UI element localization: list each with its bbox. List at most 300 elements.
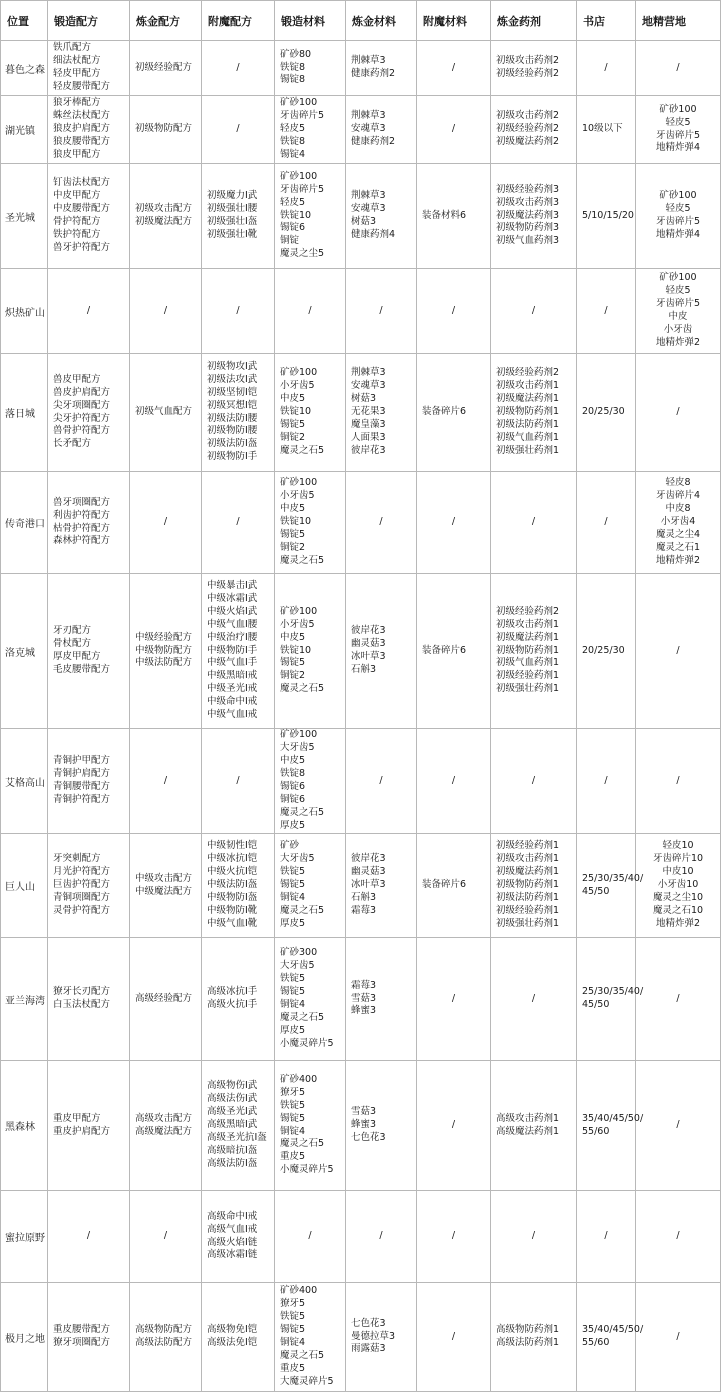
cell-line: 初级气血药剂1 — [496, 431, 560, 443]
empty-marker: / — [604, 61, 608, 73]
cell-line: 小牙齿4 — [660, 516, 696, 528]
cell-line: 铁锭10 — [280, 644, 312, 656]
empty-marker: / — [451, 516, 456, 528]
cell-line: 锡锭8 — [280, 74, 306, 86]
cell-line: 中级火抗I铠 — [207, 866, 258, 878]
cell-line: 魔灵之石5 — [280, 1138, 325, 1150]
cell-line: 地精炸弹2 — [655, 554, 701, 566]
goblin-camp-cell — [636, 269, 721, 354]
alchemy-materials-cell — [346, 834, 417, 938]
header-enchant-recipes: 附魔配方 — [202, 1, 275, 41]
cell-line: 矿砂100 — [659, 103, 697, 115]
cell-line: 高级圣光抗I盔 — [207, 1131, 267, 1143]
cell-line: 牙齿碎片10 — [652, 853, 704, 865]
enchant-materials-cell — [417, 729, 491, 834]
cell-line: 幽灵菇3 — [351, 866, 386, 878]
header-enchant-materials: 附魔材料 — [417, 1, 491, 41]
cell-line: 高级物防药剂1 — [496, 1324, 560, 1336]
cell-line: 轻皮8 — [665, 477, 691, 489]
alchemy-recipes-cell — [130, 472, 202, 574]
cell-line: 钉齿法杖配方 — [53, 177, 111, 189]
cell-line: 厚皮5 — [280, 1024, 306, 1036]
enchant-materials-cell — [417, 96, 491, 164]
goblin-camp-cell — [636, 472, 721, 574]
forge-materials-cell — [275, 729, 346, 834]
enchant-recipes-cell — [202, 164, 275, 269]
cell-line: 兽皮甲配方 — [53, 373, 101, 385]
cell-line: 中级气血I手 — [207, 657, 258, 669]
cell-line: 中级火焰I武 — [207, 605, 258, 617]
table-row — [1, 1283, 721, 1392]
alchemy-recipes-cell — [130, 354, 202, 472]
cell-line: 牙齿碎片5 — [280, 110, 325, 122]
alchemy-potions-cell — [491, 1061, 577, 1191]
cell-line: 健康药剂2 — [351, 135, 396, 147]
location-cell: 极月之地 — [1, 1283, 48, 1392]
header-alchemy-potions: 炼金药剂 — [491, 1, 577, 41]
bookstore-cell — [577, 96, 636, 164]
empty-marker: / — [604, 304, 608, 316]
alchemy-materials-cell — [346, 472, 417, 574]
bookstore-cell — [577, 729, 636, 834]
cell-line: 人面果3 — [351, 431, 386, 443]
cell-line: 铁锭5 — [280, 973, 306, 985]
cell-line: 白玉法杖配方 — [53, 999, 111, 1010]
cell-line: 初级经验药剂1 — [496, 904, 560, 916]
table-row — [1, 729, 721, 834]
alchemy-recipes-cell — [130, 41, 202, 96]
cell-line: 魔灵之石5 — [280, 683, 325, 695]
cell-line: 初级魔法药剂1 — [496, 393, 560, 405]
alchemy-recipes-cell — [130, 1191, 202, 1283]
cell-line: 初级气血药剂3 — [496, 235, 560, 247]
enchant-materials-cell — [417, 1191, 491, 1283]
cell-line: 小牙齿5 — [280, 380, 315, 392]
cell-line: 重皮甲配方 — [53, 1112, 101, 1124]
empty-marker: / — [163, 304, 168, 316]
cell-line: 铁锭8 — [280, 135, 306, 147]
alchemy-materials-cell — [346, 41, 417, 96]
cell-line: 高级物伤I武 — [207, 1080, 258, 1092]
header-goblin-camp: 地精营地 — [636, 1, 721, 41]
bookstore-cell — [577, 41, 636, 96]
cell-line: 铜锭4 — [280, 1125, 306, 1137]
goblin-camp-cell — [636, 938, 721, 1061]
cell-line: 荆棘草3 — [351, 367, 386, 379]
cell-line: 彼岸花3 — [351, 625, 386, 637]
cell-line: 石斛3 — [351, 663, 377, 675]
cell-line: 重皮5 — [280, 1151, 306, 1163]
cell-line: 雪菇3 — [351, 992, 377, 1004]
enchant-materials-cell — [417, 1061, 491, 1191]
cell-line: 初级物防I腰 — [207, 425, 258, 437]
cell-line: 毛皮腰带配方 — [53, 663, 111, 675]
cell-line: 厚皮5 — [280, 819, 306, 831]
cell-line: 小牙齿10 — [657, 879, 699, 891]
cell-line: 轻皮5 — [665, 285, 691, 297]
header-row — [1, 1, 721, 41]
cell-line: 55/60 — [582, 1337, 610, 1348]
cell-line: 中皮5 — [280, 755, 306, 767]
forge-recipes-cell — [48, 96, 130, 164]
cell-line: 高级法防药剂1 — [496, 1337, 560, 1348]
enchant-materials-cell — [417, 354, 491, 472]
cell-line: 高级魔法配方 — [135, 1125, 193, 1137]
cell-line: 装备碎片6 — [422, 644, 467, 656]
cell-line: 青铜护符配方 — [53, 793, 111, 805]
forge-recipes-cell — [48, 1283, 130, 1392]
location-cell: 暮色之森 — [1, 41, 48, 96]
cell-line: 雪菇3 — [351, 1106, 377, 1118]
cell-line: 高级法防I盔 — [207, 1157, 258, 1169]
cell-line: 铁锭8 — [280, 61, 306, 73]
cell-line: 幽灵菇3 — [351, 638, 386, 650]
cell-line: 魔灵之石5 — [280, 554, 325, 566]
cell-line: 大牙齿5 — [280, 960, 315, 972]
cell-line: 初级强壮I靴 — [207, 228, 258, 240]
cell-line: 枯骨护符配方 — [53, 522, 111, 534]
cell-line: 20/25/30 — [582, 406, 625, 418]
forge-materials-cell — [275, 574, 346, 729]
enchant-materials-cell — [417, 1283, 491, 1392]
enchant-recipes-cell — [202, 41, 275, 96]
empty-marker: / — [676, 1119, 680, 1131]
forge-recipes-cell — [48, 574, 130, 729]
cell-line: 中皮10 — [662, 866, 694, 878]
cell-line: 高级法防配方 — [135, 1337, 193, 1348]
table-row — [1, 1191, 721, 1283]
cell-line: 矿砂400 — [280, 1285, 318, 1297]
enchant-recipes-cell — [202, 354, 275, 472]
empty-marker: / — [531, 774, 536, 786]
header-forge-materials: 锻造材料 — [275, 1, 346, 41]
cell-line: 重皮5 — [280, 1362, 306, 1374]
bookstore-cell — [577, 354, 636, 472]
cell-line: 矿砂 — [280, 840, 300, 852]
location-cell: 传奇港口 — [1, 472, 48, 574]
cell-line: 中级气血I戒 — [207, 709, 258, 721]
cell-line: 装备碎片6 — [422, 879, 467, 891]
alchemy-recipes-cell — [130, 574, 202, 729]
cell-line: 铜锭 — [280, 235, 300, 247]
goblin-camp-cell — [636, 1283, 721, 1392]
cell-line: 中级圣光I戒 — [207, 683, 258, 695]
cell-line: 青铜护肩配方 — [53, 768, 111, 780]
cell-line: 魔灵之石1 — [655, 541, 701, 553]
cell-line: 初级魔法药剂2 — [496, 135, 560, 147]
cell-line: 七色花3 — [351, 1317, 386, 1329]
cell-line: 铁锭5 — [280, 1099, 306, 1111]
cell-line: 高级攻击配方 — [135, 1112, 193, 1124]
table-row — [1, 96, 721, 164]
goblin-camp-cell — [636, 1061, 721, 1191]
empty-marker: / — [676, 1330, 680, 1342]
cell-line: 獠牙5 — [280, 1086, 306, 1098]
cell-line: 石斛3 — [351, 891, 377, 903]
cell-line: 高级暗抗I盔 — [207, 1144, 258, 1156]
cell-line: 中级经验配方 — [135, 631, 193, 643]
table-row — [1, 574, 721, 729]
cell-line: 35/40/45/50/ — [582, 1324, 644, 1336]
forge-materials-cell — [275, 472, 346, 574]
alchemy-materials-cell — [346, 96, 417, 164]
cell-line: 中皮 — [668, 311, 688, 322]
cell-line: 25/30/35/40/ — [582, 986, 644, 998]
alchemy-materials-cell — [346, 354, 417, 472]
enchant-recipes-cell — [202, 574, 275, 729]
cell-line: 冰叶草3 — [351, 651, 386, 662]
cell-line: 中级暴击I武 — [207, 580, 258, 592]
cell-line: 45/50 — [582, 999, 610, 1010]
empty-marker: / — [451, 992, 456, 1004]
cell-line: 初级攻击药剂2 — [496, 55, 560, 67]
alchemy-materials-cell — [346, 938, 417, 1061]
cell-line: 中级魔法配方 — [135, 885, 193, 897]
cell-line: 高级法伤I武 — [207, 1093, 258, 1105]
forge-materials-cell — [275, 1191, 346, 1283]
cell-line: 中级冰霜I武 — [207, 592, 258, 604]
empty-marker: / — [531, 516, 536, 528]
cell-line: 锡锭5 — [280, 1112, 306, 1124]
cell-line: 矿砂400 — [280, 1073, 318, 1085]
cell-line: 獠牙长刃配方 — [53, 986, 111, 998]
alchemy-potions-cell — [491, 729, 577, 834]
cell-line: 牙刃配方 — [53, 625, 92, 637]
cell-line: 矿砂100 — [659, 272, 697, 284]
cell-line: 初级经验药剂2 — [496, 605, 560, 617]
cell-line: 牙齿碎片4 — [655, 490, 701, 502]
cell-line: 初级物防I手 — [207, 451, 258, 463]
empty-marker: / — [308, 304, 312, 316]
cell-line: 小魔灵碎片5 — [280, 1037, 334, 1049]
cell-line: 安魂草3 — [351, 123, 386, 135]
cell-line: 重皮护肩配方 — [53, 1125, 111, 1137]
cell-line: 魔灵之尘10 — [652, 891, 704, 903]
enchant-materials-cell — [417, 938, 491, 1061]
empty-marker: / — [451, 1330, 456, 1342]
cell-line: 矿砂100 — [659, 190, 697, 202]
cell-line: 初级攻击药剂1 — [496, 618, 560, 630]
location-cell: 亚兰海湾 — [1, 938, 48, 1061]
cell-line: 狼牙棒配方 — [53, 97, 101, 109]
cell-line: 高级冰抗I手 — [207, 986, 258, 998]
cell-line: 地精炸弹4 — [655, 142, 701, 154]
cell-line: 轻皮5 — [665, 116, 691, 128]
enchant-recipes-cell — [202, 1191, 275, 1283]
cell-line: 森林护符配方 — [53, 535, 111, 547]
enchant-materials-cell — [417, 472, 491, 574]
cell-line: 青铜项圈配方 — [53, 891, 111, 903]
empty-marker: / — [163, 1230, 168, 1242]
empty-marker: / — [451, 1230, 456, 1242]
cell-line: 小牙齿5 — [280, 618, 315, 630]
cell-line: 45/50 — [582, 885, 610, 897]
alchemy-potions-cell — [491, 834, 577, 938]
cell-line: 荆棘草3 — [351, 55, 386, 67]
cell-line: 獠牙项圈配方 — [53, 1337, 111, 1348]
empty-marker: / — [604, 1230, 608, 1242]
cell-line: 安魂草3 — [351, 380, 386, 392]
table-row — [1, 472, 721, 574]
cell-line: 荆棘草3 — [351, 190, 386, 202]
forge-materials-cell — [275, 1283, 346, 1392]
cell-line: 中皮甲配方 — [53, 190, 101, 202]
cell-line: 蜂蜜3 — [351, 1119, 377, 1131]
header-location: 位置 — [1, 1, 48, 41]
cell-line: 初级法防I盔 — [207, 438, 258, 450]
cell-line: 铁护符配方 — [53, 228, 101, 240]
cell-line: 无花果3 — [351, 406, 386, 418]
cell-line: 健康药剂2 — [351, 68, 396, 79]
cell-line: 中级物防配方 — [135, 644, 193, 656]
cell-line: 初级魔法药剂1 — [496, 631, 560, 643]
empty-marker: / — [236, 304, 240, 316]
cell-line: 初级经验药剂2 — [496, 367, 560, 379]
header-alchemy-recipes: 炼金配方 — [130, 1, 202, 41]
cell-line: 初级攻击配方 — [135, 203, 193, 215]
enchant-recipes-cell — [202, 938, 275, 1061]
cell-line: 初级攻击药剂2 — [496, 110, 560, 122]
alchemy-recipes-cell — [130, 834, 202, 938]
cell-line: 狼皮甲配方 — [53, 148, 101, 160]
cell-line: 荆棘草3 — [351, 110, 386, 122]
alchemy-potions-cell — [491, 574, 577, 729]
cell-line: 矿砂100 — [280, 477, 318, 489]
alchemy-potions-cell — [491, 164, 577, 269]
cell-line: 初级经验药剂1 — [496, 670, 560, 682]
cell-line: 雨露菇3 — [351, 1343, 386, 1355]
cell-line: 铁锭5 — [280, 866, 306, 878]
cell-line: 铜锭4 — [280, 1337, 306, 1348]
cell-line: 锡锭5 — [280, 1324, 306, 1336]
header-forge-recipes: 锻造配方 — [48, 1, 130, 41]
cell-line: 轻皮5 — [280, 123, 306, 135]
cell-line: 初级强壮I盔 — [207, 216, 258, 227]
cell-line: 铁锭10 — [280, 209, 312, 221]
cell-line: 初级坚韧I铠 — [207, 386, 258, 398]
enchant-materials-cell — [417, 834, 491, 938]
alchemy-recipes-cell — [130, 164, 202, 269]
cell-line: 初级攻击药剂1 — [496, 853, 560, 865]
cell-line: 灵骨护符配方 — [53, 904, 111, 916]
cell-line: 厚皮甲配方 — [53, 651, 101, 662]
cell-line: 狼皮腰带配方 — [53, 135, 111, 147]
goblin-camp-cell — [636, 96, 721, 164]
empty-marker: / — [531, 304, 536, 316]
cell-line: 铁锭8 — [280, 768, 306, 780]
cell-line: 骨护符配方 — [53, 216, 101, 227]
cell-line: 初级物防配方 — [135, 123, 193, 135]
empty-marker: / — [86, 304, 91, 316]
cell-line: 牙突刺配方 — [53, 853, 101, 865]
cell-line: 初级魔法药剂1 — [496, 866, 560, 878]
forge-recipes-cell — [48, 729, 130, 834]
cell-line: 兽骨护符配方 — [53, 425, 111, 437]
goblin-camp-cell — [636, 729, 721, 834]
cell-line: 锡锭6 — [280, 222, 306, 234]
cell-line: 中级黑暗I戒 — [207, 670, 258, 682]
cell-line: 霜莓3 — [351, 979, 377, 991]
header-bookstore: 书店 — [577, 1, 636, 41]
alchemy-recipes-cell — [130, 938, 202, 1061]
cell-line: 初级物防药剂1 — [496, 644, 560, 656]
cell-line: 魔灵之尘4 — [655, 528, 701, 540]
cell-line: 中级气血I腰 — [207, 618, 258, 630]
cell-line: 中级韧性I铠 — [207, 840, 258, 852]
goblin-camp-cell — [636, 354, 721, 472]
cell-line: 中级治疗I腰 — [207, 631, 258, 643]
cell-line: 小牙齿 — [663, 323, 693, 335]
alchemy-potions-cell — [491, 354, 577, 472]
empty-marker: / — [676, 61, 680, 73]
cell-line: 中级攻击配方 — [135, 872, 193, 884]
table-row — [1, 269, 721, 354]
cell-line: 中皮腰带配方 — [53, 203, 111, 215]
bookstore-cell — [577, 1061, 644, 1191]
alchemy-recipes-cell — [130, 1061, 202, 1191]
cell-line: 锡锭5 — [280, 418, 306, 430]
alchemy-materials-cell — [346, 164, 417, 269]
alchemy-materials-cell — [346, 1061, 417, 1191]
cell-line: 牙齿碎片5 — [655, 129, 701, 141]
alchemy-materials-cell — [346, 729, 417, 834]
cell-line: 初级强壮药剂1 — [496, 917, 560, 929]
alchemy-potions-cell — [491, 938, 577, 1061]
cell-line: 矿砂80 — [280, 48, 312, 60]
cell-line: 青铜护甲配方 — [53, 755, 111, 767]
alchemy-potions-cell — [491, 1191, 577, 1283]
cell-line: 安魂草3 — [351, 203, 386, 215]
cell-line: 中皮5 — [280, 393, 306, 405]
cell-line: 中级物防I靴 — [207, 904, 258, 916]
forge-materials-cell — [275, 938, 346, 1061]
cell-line: 高级物防配方 — [135, 1324, 193, 1336]
cell-line: 中级冰抗I铠 — [207, 853, 258, 865]
cell-line: 55/60 — [582, 1125, 610, 1137]
goblin-camp-cell — [636, 1191, 721, 1283]
empty-marker: / — [379, 516, 383, 528]
table-row — [1, 41, 721, 96]
empty-marker: / — [676, 644, 680, 656]
cell-line: 初级物防药剂1 — [496, 879, 560, 891]
cell-line: 骨杖配方 — [53, 638, 92, 650]
alchemy-materials-cell — [346, 574, 417, 729]
cell-line: 铜锭2 — [280, 431, 306, 443]
cell-line: 初级经验药剂2 — [496, 123, 560, 135]
cell-line: 高级黑暗I武 — [207, 1119, 258, 1131]
cell-line: 锡锭5 — [280, 657, 306, 669]
enchant-recipes-cell — [202, 1061, 275, 1191]
cell-line: 尖牙护符配方 — [53, 412, 111, 424]
cell-line: 魔灵之石5 — [280, 1011, 325, 1023]
empty-marker: / — [86, 1230, 91, 1242]
empty-marker: / — [451, 123, 456, 135]
cell-line: 巨齿护符配方 — [53, 879, 111, 891]
cell-line: 大牙齿5 — [280, 853, 315, 865]
cell-line: 彼岸花3 — [351, 444, 386, 456]
goblin-camp-cell — [636, 41, 721, 96]
cell-line: 彼岸花3 — [351, 853, 386, 865]
cell-line: 蜂蜜3 — [351, 1005, 377, 1017]
cell-line: 地精炸弹4 — [655, 228, 701, 240]
cell-line: 轻皮5 — [665, 203, 691, 215]
enchant-materials-cell — [417, 164, 491, 269]
cell-line: 铜锭6 — [280, 793, 306, 805]
cell-line: 利齿护符配方 — [53, 509, 111, 521]
cell-line: 初级冥想I铠 — [207, 399, 258, 411]
empty-marker: / — [379, 1230, 383, 1242]
cell-line: 轻皮5 — [280, 196, 306, 208]
